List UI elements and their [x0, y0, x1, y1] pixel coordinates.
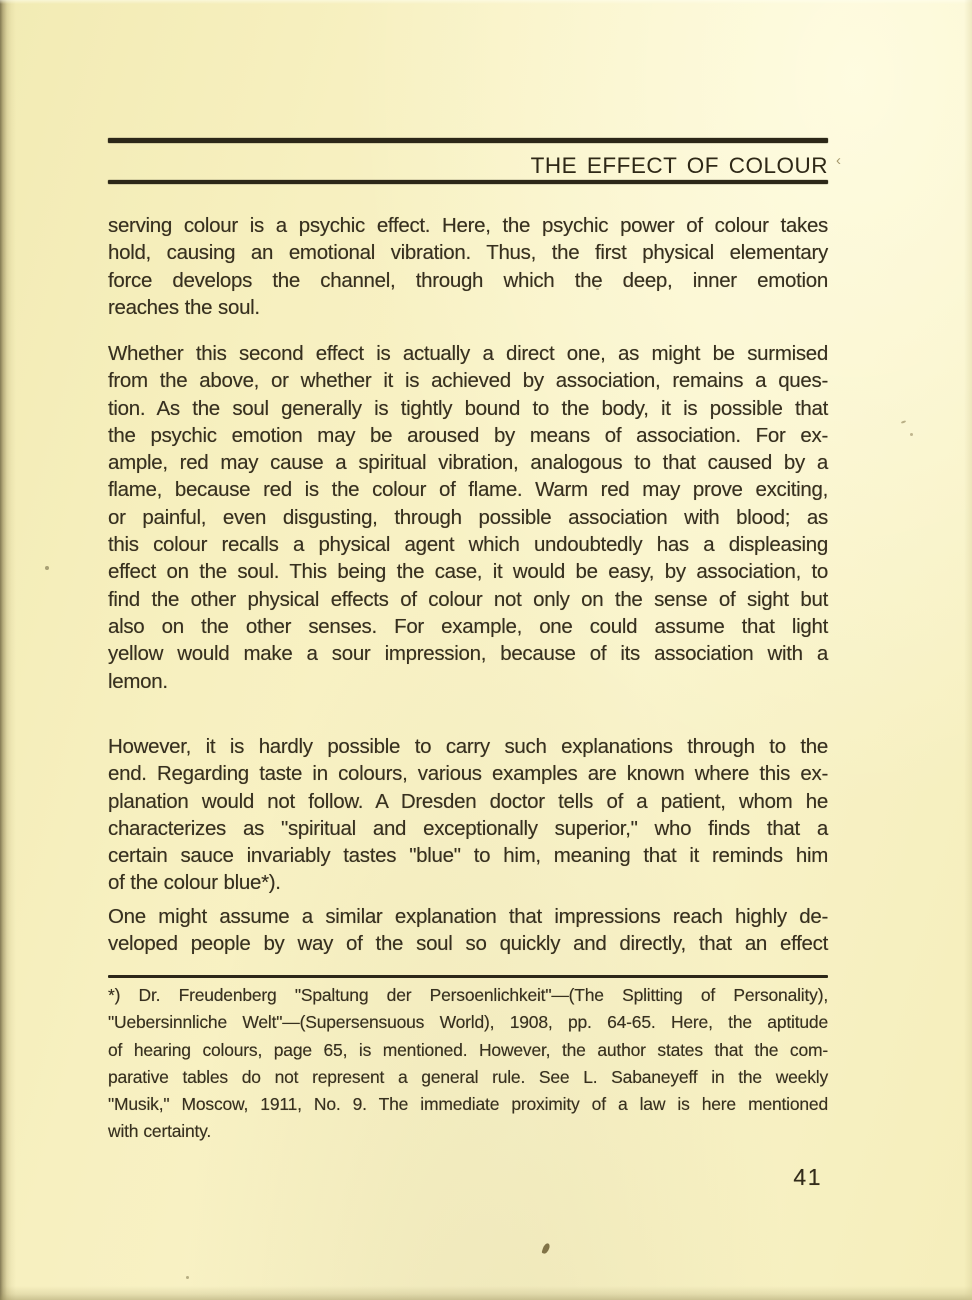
- scan-speck: [910, 433, 913, 436]
- text-line: ample, red may cause a spiritual vibration, analogous to that caused by a: [108, 451, 828, 475]
- body-paragraph: [108, 212, 828, 321]
- text-line: reaches the soul.: [108, 295, 260, 319]
- header-rule-top: [108, 138, 828, 143]
- running-header-title: THE EFFECT OF COLOUR: [530, 153, 828, 178]
- text-line: effect on the soul. This being the case, it would be easy, by association, to: [108, 560, 828, 584]
- text-line: flame, because red is the colour of flame. Warm red may prove exciting,: [108, 478, 828, 502]
- text-line: veloped people by way of the soul so quickly and directly, that an effect: [108, 932, 828, 956]
- text-line: from the above, or whether it is achieved by association, remains a ques-: [108, 369, 828, 393]
- body-paragraph: [108, 340, 828, 695]
- text-line: end. Regarding taste in colours, various examples are known where this ex-: [108, 762, 828, 786]
- page-edge-shadow-left: [0, 0, 16, 1300]
- text-line: this colour recalls a physical agent which undoubtedly has a displeasing: [108, 533, 828, 557]
- text-line: "Uebersinnliche Welt"—(Supersensuous World), 1908, pp. 64-65. Here, the aptitude: [108, 1012, 828, 1033]
- text-line: planation would not follow. A Dresden doctor tells of a patient, whom he: [108, 789, 828, 813]
- header-rule-bottom: [108, 180, 828, 184]
- stray-ink-mark: ‹: [836, 152, 841, 169]
- body-paragraph: [108, 903, 828, 958]
- text-line: characterizes as "spiritual and exceptionally superior," who finds that a: [108, 816, 828, 840]
- text-line: with certainty.: [108, 1121, 212, 1142]
- text-line: of hearing colours, page 65, is mentioned. However, the author states that the com-: [108, 1039, 828, 1060]
- text-line: serving colour is a psychic effect. Here, the psychic power of colour takes: [108, 214, 828, 237]
- text-line: the psychic emotion may be aroused by means of association. For ex-: [108, 423, 828, 447]
- scan-speck: [541, 1242, 550, 1254]
- text-line: "Musik," Moscow, 1911, No. 9. The immediate proximity of a law is here mentioned: [108, 1094, 828, 1115]
- page-edge-shadow-bottom: [0, 1286, 972, 1300]
- text-line: yellow would make a sour impression, because of its association with a: [108, 642, 828, 666]
- text-line: hold, causing an emotional vibration. Thus, the first physical elementary: [108, 241, 828, 265]
- text-line: However, it is hardly possible to carry such explanations through to the: [108, 735, 828, 758]
- page-edge-highlight-top: [0, 0, 972, 4]
- footnote: [108, 982, 828, 1146]
- text-line: lemon.: [108, 669, 168, 693]
- footnote-rule: [108, 975, 828, 978]
- text-line: tion. As the soul generally is tightly bound to the body, it is possible that: [108, 396, 828, 420]
- text-line: parative tables do not represent a general rule. See L. Sabaneyeff in the weekly: [108, 1066, 828, 1087]
- scan-speck: [186, 1276, 189, 1279]
- text-line: force develops the channel, through which the deep, inner emotion: [108, 268, 828, 292]
- text-line: find the other physical effects of colour not only on the sense of sight but: [108, 587, 828, 611]
- scan-speck: [901, 420, 906, 424]
- text-line: certain sauce invariably tastes "blue" to him, meaning that it reminds him: [108, 844, 828, 868]
- text-line: also on the other senses. For example, one could assume that light: [108, 614, 828, 638]
- text-line: One might assume a similar explanation that impressions reach highly de-: [108, 905, 828, 928]
- body-paragraph: [108, 733, 828, 897]
- page-number: 41: [793, 1164, 822, 1190]
- text-line: *) Dr. Freudenberg "Spaltung der Persoenlichkeit"—(The Splitting of Personality),: [108, 985, 828, 1005]
- text-line: or painful, even disgusting, through possible association with blood; as: [108, 505, 828, 529]
- text-line: of the colour blue*).: [108, 871, 281, 895]
- scan-speck: [45, 566, 49, 570]
- page-edge-shade-right: [964, 0, 972, 1300]
- text-line: Whether this second effect is actually a direct one, as might be surmised: [108, 342, 828, 365]
